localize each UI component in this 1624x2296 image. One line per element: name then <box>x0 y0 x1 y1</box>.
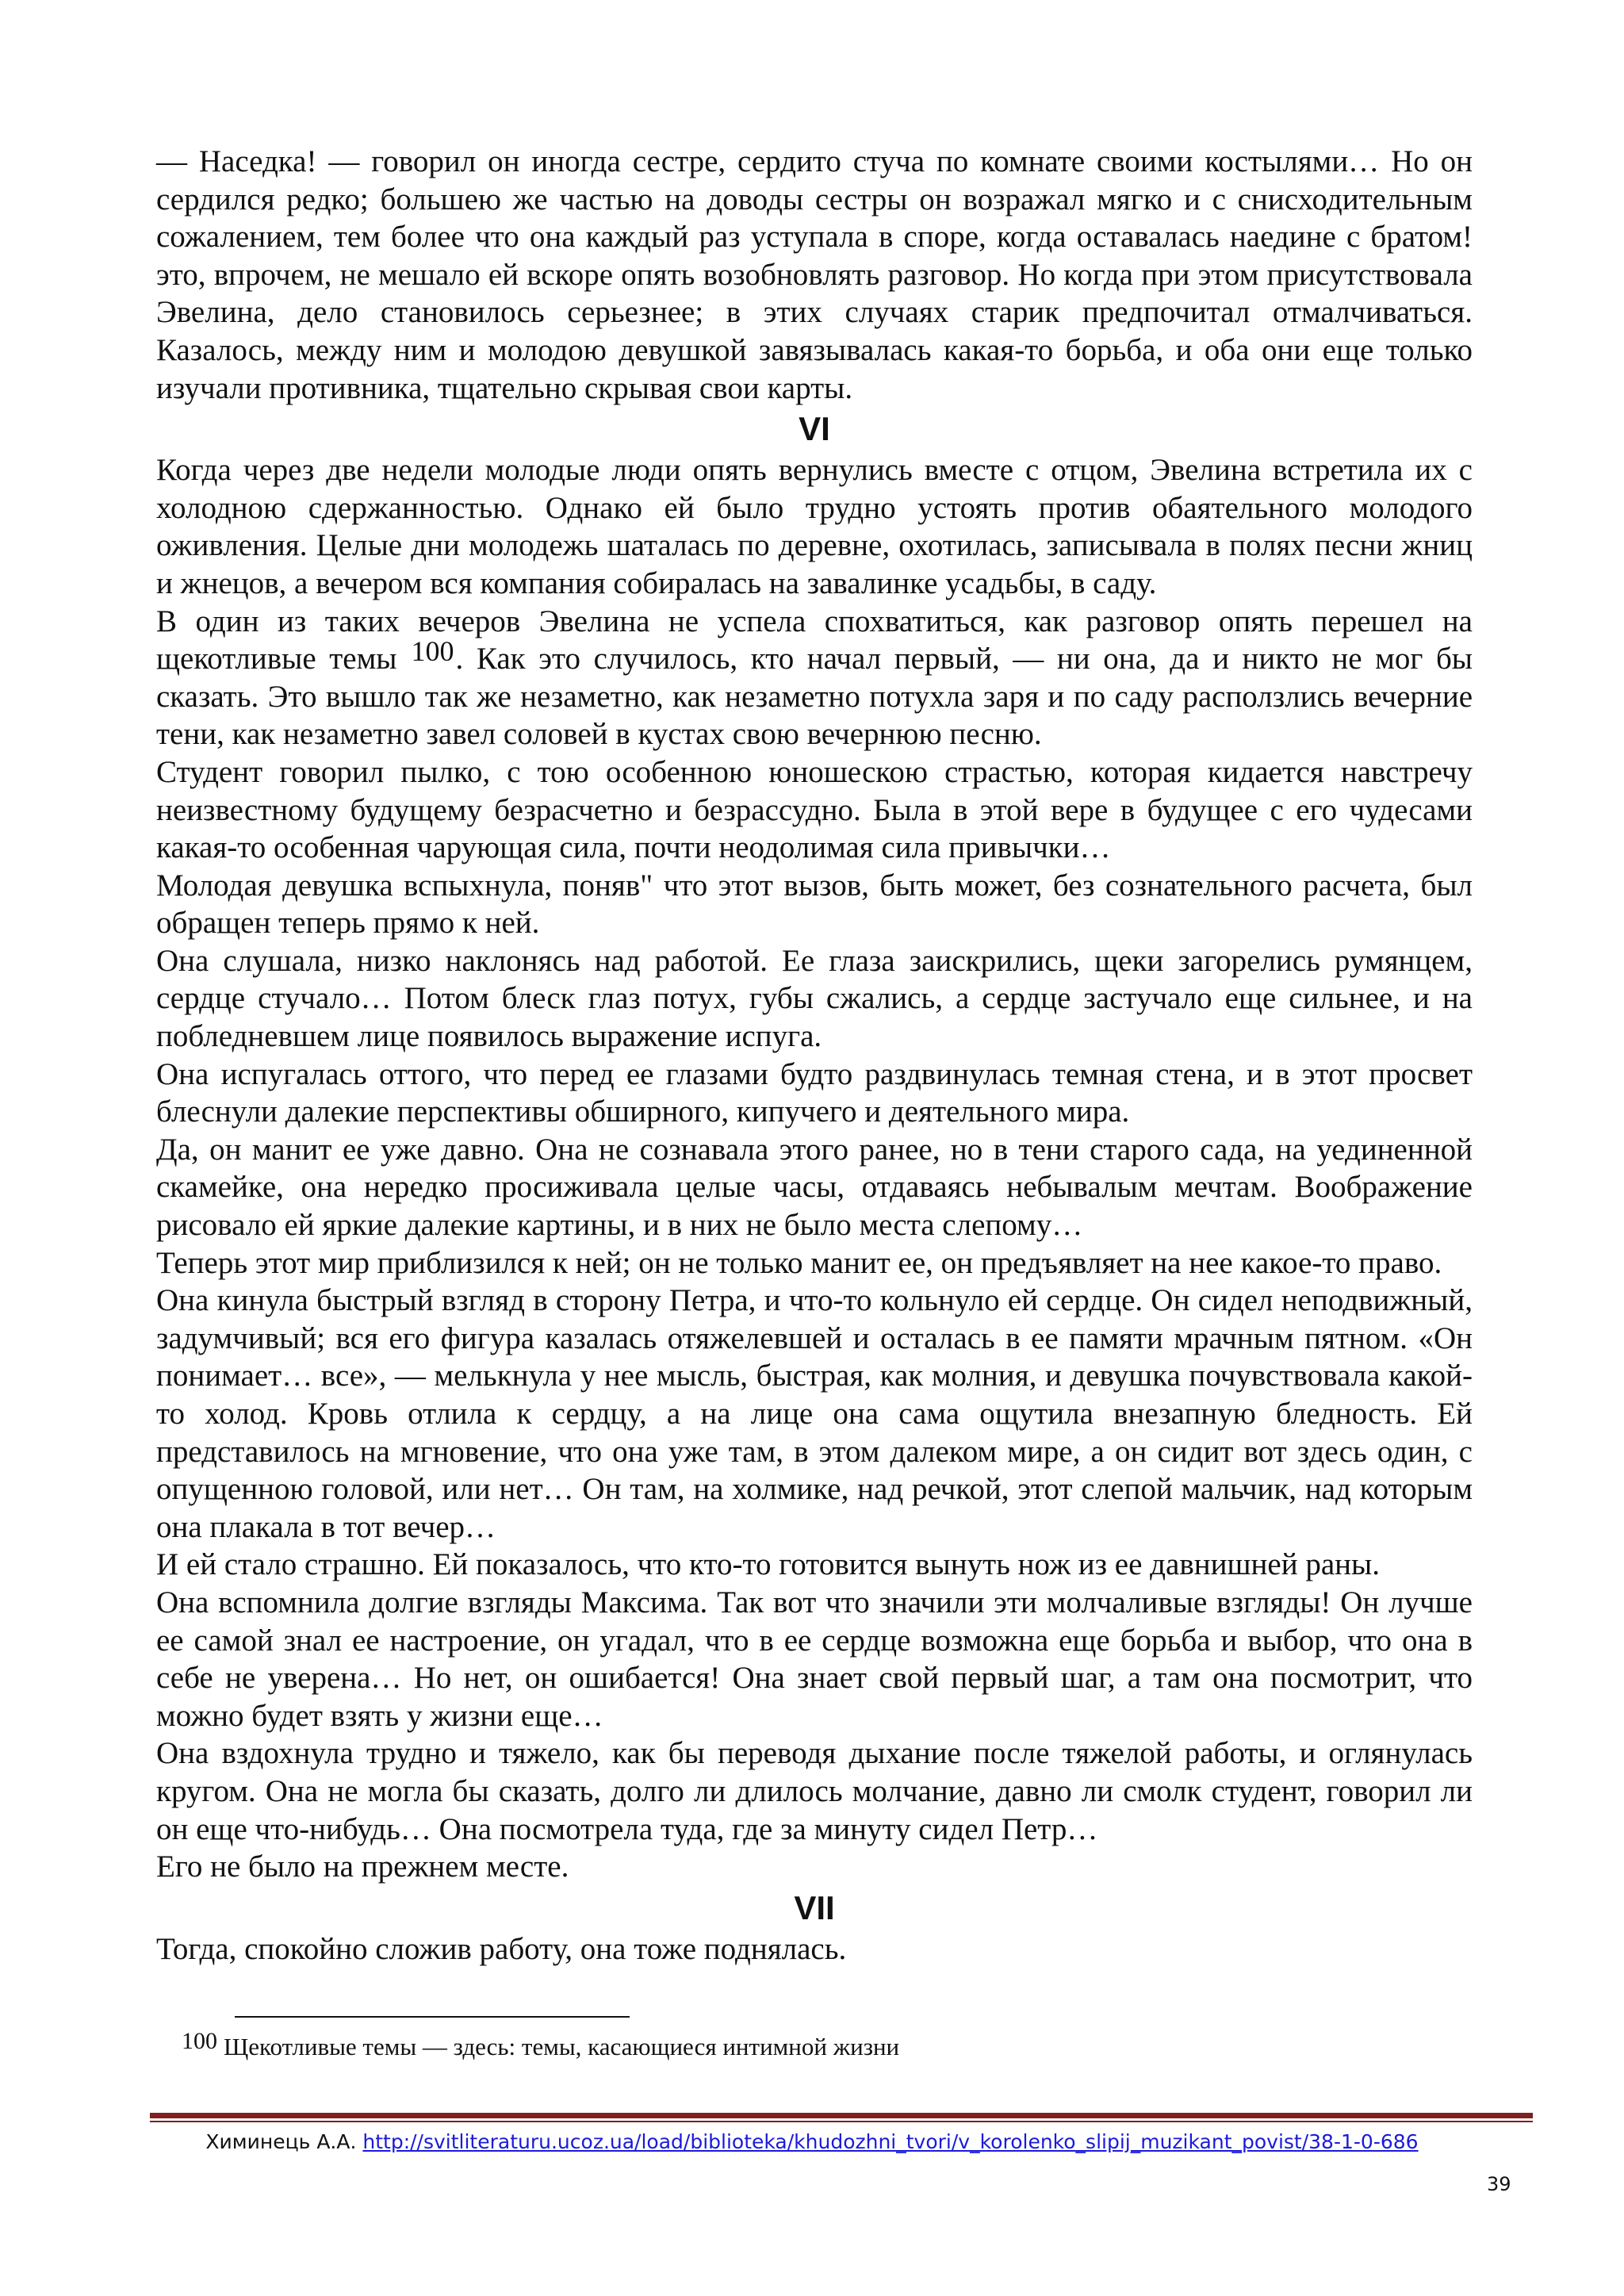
paragraph: Тогда, спокойно сложив работу, она тоже поднялась. <box>156 1931 847 1966</box>
footnote-text: Щекотливые темы — здесь: темы, касающиеся интимной жизни <box>224 2033 900 2060</box>
footer-author: Химинець А.А. <box>205 2130 357 2153</box>
paragraph: Молодая девушка вспыхнула, поняв" что этот вызов, быть может, без сознательного расчета, был обращен теперь прямо к ней. <box>156 868 1473 941</box>
page-footer <box>0 2129 1624 2156</box>
footer-rule <box>150 2113 1533 2118</box>
paragraph: Его не было на прежнем месте. <box>156 1849 569 1884</box>
paragraph: Она слушала, низко наклонясь над работой. Ее глаза заискрились, щеки загорелись румянцем, сердце стучало… Потом блеск глаз потух, губы сжались, а сердце застучало еще сильнее, и на побледневшем лице появилось выражение испуга. <box>156 943 1473 1054</box>
footnote <box>182 2026 1371 2063</box>
paragraph: Она кинула быстрый взгляд в сторону Петра, и что-то кольнуло ей сердце. Он сидел неподвижный, задумчивый; вся его фигура казалась отяжелевшей и осталась в ее памяти мрачным пятном. «Он понимает… все», — мелькнула у нее мысль, быстрая, как молния, и девушка почувствовала какой-то холод. Кровь отлила к сердцу, а на лице она сама ощутила внезапную бледность. Ей представилось на мгновение, что она уже там, в этом далеком мире, а он сидит вот здесь один, с опущенною головой, или нет… Он там, на холмике, над речкой, этот слепой мальчик, над которым она плакала в тот вечер… <box>156 1283 1473 1544</box>
paragraph: Теперь этот мир приблизился к ней; он не только манит ее, он предъявляет на нее какое-то право. <box>156 1245 1442 1280</box>
paragraph: Она вздохнула трудно и тяжело, как бы переводя дыхание после тяжелой работы, и оглянулась кругом. Она не могла бы сказать, долго ли длилось молчание, давно ли смолк студент, говорил ли он еще что-нибудь… Она посмотрела туда, где за минуту сидел Петр… <box>156 1736 1473 1846</box>
footnote-separator <box>235 2016 630 2018</box>
page-number: 39 <box>1487 2173 1511 2195</box>
paragraph: — Наседка! — говорил он иногда сестре, сердито стуча по комнате своими костылями… Но он сердился редко; большею же частью на доводы сестры он возражал мягко и с снисходительным сожалением, тем более что она каждый раз уступала в споре, когда оставалась наедине с братом! это, впрочем, не мешало ей вскоре опять возобновлять разговор. Но когда при этом присутствовала Эвелина, дело становилось серьезнее; в этих случаях старик предпочитал отмалчиваться. Казалось, между ним и молодою девушкой завязывалась какая-то борьба, и оба они еще только изучали противника, тщательно скрывая свои карты. <box>156 144 1473 405</box>
paragraph: Студент говорил пылко, с тою особенною юношескою страстью, которая кидается навстречу неизвестному будущему безрасчетно и безрассудно. Была в этой вере в будущее с его чудесами какая-то особенная чарующая сила, почти неодолимая сила привычки… <box>156 754 1473 865</box>
paragraph-text: . Как это случилось, кто начал первый, — ни она, да и никто не мог бы сказать. Это вышло так же незаметно, как незаметно потухла заря и по саду расползлись вечерние тени, как незаметно завел соловей в кустах свою вечернюю песню. <box>156 642 1473 752</box>
paragraph: Да, он манит ее уже давно. Она не сознавала этого ранее, но в тени старого сада, на уединенной скамейке, она нередко просиживала целые часы, отдаваясь небывалым мечтам. Воображение рисовало ей яркие далекие картины, и в них не было места слепому… <box>156 1132 1473 1243</box>
chapter-heading-vii: VII <box>794 1888 835 1926</box>
paragraph: Она вспомнила долгие взгляды Максима. Так вот что значили эти молчаливые взгляды! Он лучше ее самой знал ее настроение, он угадал, что в ее сердце возможна еще борьба и выбор, что она в себе не уверена… Но нет, он ошибается! Она знает свой первый шаг, а там она посмотрит, что можно будет взять у жизни еще… <box>156 1585 1473 1733</box>
source-link[interactable]: http://svitliteraturu.ucoz.ua/load/biblioteka/khudozhni_tvori/v_korolenko_slipij_muzikant_povist/38-1-0-686 <box>362 2130 1419 2153</box>
footnote-reference[interactable]: 100 <box>411 635 454 668</box>
chapter-heading-vi: VI <box>799 410 830 448</box>
main-text <box>156 143 1473 1968</box>
paragraph: И ей стало страшно. Ей показалось, что кто-то готовится вынуть нож из ее давнишней раны. <box>156 1547 1380 1582</box>
footer-rule-thin <box>150 2121 1533 2122</box>
footnote-number: 100 <box>182 2028 217 2054</box>
paragraph: Она испугалась оттого, что перед ее глазами будто раздвинулась темная стена, и в этот просвет блеснули далекие перспективы обширного, кипучего и деятельного мира. <box>156 1056 1473 1129</box>
paragraph-text: В один из таких вечеров Эвелина не успела спохватиться, как разговор опять перешел на щекотливые темы <box>156 604 1473 677</box>
paragraph: Когда через две недели молодые люди опять вернулись вместе с отцом, Эвелина встретила их с холодною сдержанностью. Однако ей было трудно устоять против обаятельного молодого оживления. Целые дни молодежь шаталась по деревне, охотилась, записывала в полях песни жниц и жнецов, а вечером вся компания собиралась на завалинке усадьбы, в саду. <box>156 453 1473 600</box>
paragraph <box>156 603 1473 753</box>
